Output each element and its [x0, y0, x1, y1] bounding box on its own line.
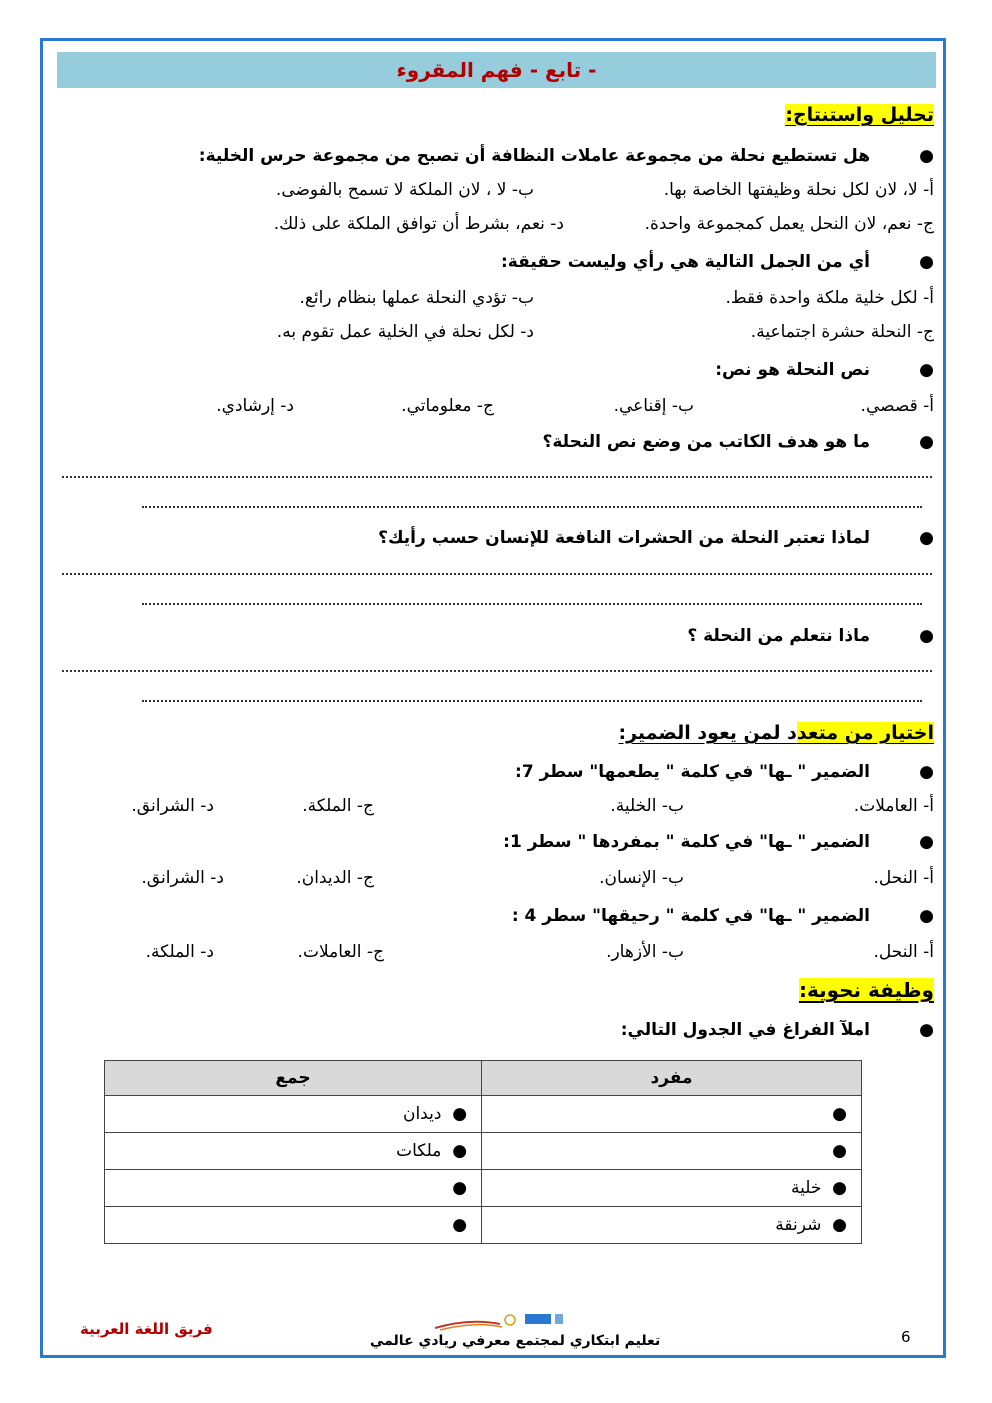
footer-team: فريق اللغة العربية [80, 1320, 213, 1338]
table-row [105, 1170, 862, 1207]
options-row: أ- النحل. ب- الإنسان. ج- الديدان. د- الشرانق. [141, 868, 934, 888]
grammar-instruction: ●املآ الفراغ في الجدول التالي: [620, 1020, 934, 1040]
answer-line[interactable] [142, 603, 922, 605]
answer-line[interactable] [62, 670, 932, 672]
singular-plural-table [104, 1060, 862, 1244]
options-row: أ- قصصي. ب- إقناعي. ج- معلوماتي. د- إرشادي. [216, 396, 934, 416]
mcq-question-3: ●الضمير " ـها" في كلمة " رحيقها" سطر 4 : [511, 906, 934, 926]
singular-cell[interactable]: ● [482, 1133, 862, 1170]
column-header-plural: جمع [105, 1061, 482, 1096]
options-row: أ- لا، لان لكل نحلة وظيفتها الخاصة بها. ب- لا ، لان الملكة لا تسمح بالفوضى. [275, 180, 934, 200]
answer-line[interactable] [142, 700, 922, 702]
page-number: 6 [901, 1328, 911, 1346]
plural-cell[interactable]: ● [105, 1170, 482, 1207]
page-title: تابع - فهم المقروء - [57, 52, 936, 88]
answer-line[interactable] [142, 506, 922, 508]
plural-cell: ● ملكات [105, 1133, 482, 1170]
options-row: ج- النحلة حشرة اجتماعية. د- لكل نحلة في الخلية عمل تقوم به. [276, 322, 934, 342]
question-1: ●هل تستطيع نحلة من مجموعة عاملات النظافة أن تصبح من مجموعة حرس الخلية: [198, 146, 934, 166]
options-row: أ- العاملات. ب- الخلية. ج- الملكة. د- الشرانق. [131, 796, 934, 816]
options-row: أ- النحل. ب- الأزهار. ج- العاملات. د- الملكة. [145, 942, 934, 962]
section-heading-mcq: اختيار من متعدد لمن يعود الضمير: [618, 722, 934, 744]
footer-slogan: تعليم ابتكاري لمجتمع معرفي ريادي عالمي [370, 1333, 661, 1349]
table-row [105, 1207, 862, 1244]
table-row [105, 1096, 862, 1133]
singular-cell[interactable]: ● [482, 1096, 862, 1133]
ministry-logo-icon [430, 1310, 580, 1332]
mcq-question-1: ●الضمير " ـها" في كلمة " يطعمها" سطر 7: [515, 762, 934, 782]
question-5: ●لماذا تعتبر النحلة من الحشرات النافعة للإنسان حسب رأيك؟ [378, 528, 934, 548]
question-4: ●ما هو هدف الكاتب من وضع نص النحلة؟ [542, 432, 934, 452]
question-6: ●ماذا نتعلم من النحلة ؟ [687, 626, 934, 646]
mcq-question-2: ●الضمير " ـها" في كلمة " بمفردها " سطر 1: [503, 832, 934, 852]
options-row: ج- نعم، لان النحل يعمل كمجموعة واحدة. د- نعم، بشرط أن توافق الملكة على ذلك. [273, 214, 934, 234]
table-row [105, 1133, 862, 1170]
section-heading-grammar: وظيفة نحوية: [798, 978, 934, 1002]
question-2: ●أي من الجمل التالية هي رأي وليست حقيقة: [501, 252, 934, 272]
plural-cell[interactable]: ● [105, 1207, 482, 1244]
answer-line[interactable] [62, 573, 932, 575]
section-heading-analysis: تحليل واستنتاج: [785, 104, 934, 126]
answer-line[interactable] [62, 476, 932, 478]
question-3: ●نص النحلة هو نص: [715, 360, 934, 380]
singular-cell: ● خلية [482, 1170, 862, 1207]
plural-cell: ● ديدان [105, 1096, 482, 1133]
singular-cell: ● شرنقة [482, 1207, 862, 1244]
options-row: أ- لكل خلية ملكة واحدة فقط. ب- تؤدي النحلة عملها بنظام رائع. [299, 288, 934, 308]
column-header-singular: مفرد [482, 1061, 862, 1096]
